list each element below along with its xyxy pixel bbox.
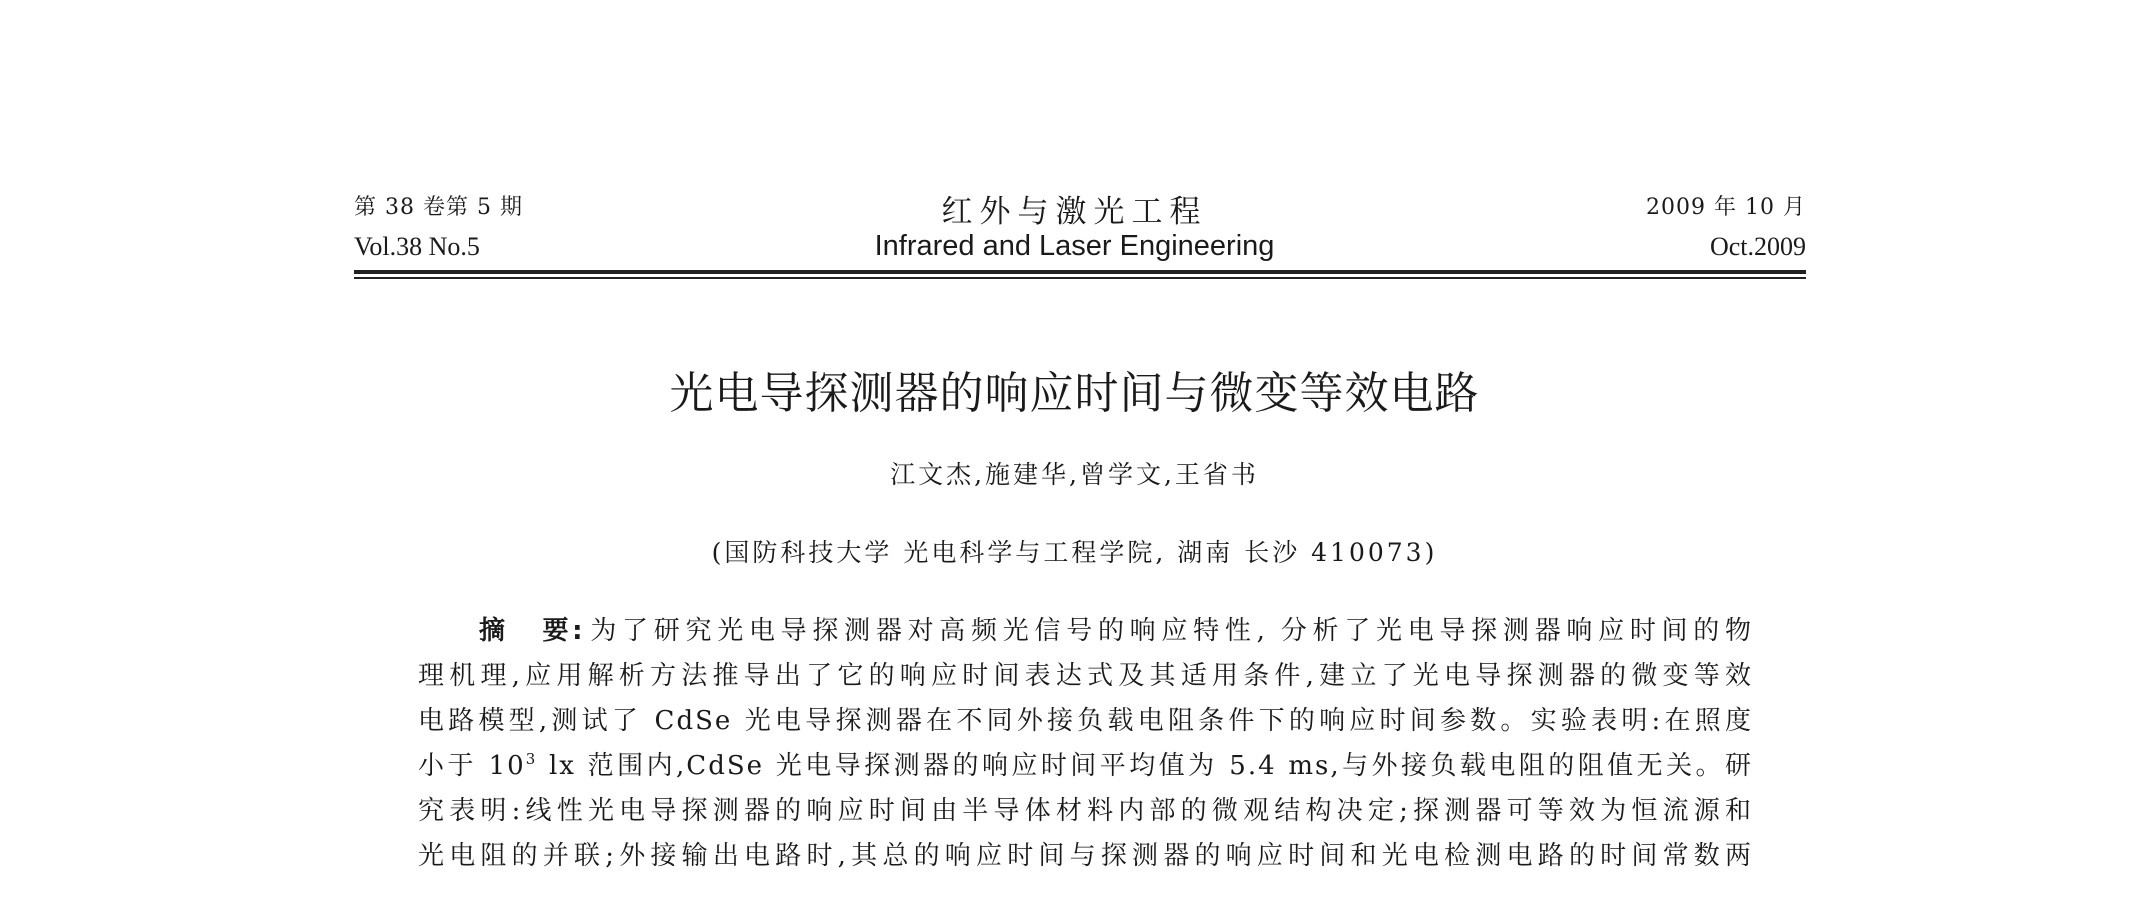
journal-name-zh: 红外与激光工程 [941,194,1208,230]
author-list: 江文杰,施建华,曾学文,王省书 [890,460,1259,489]
abstract-line: 电路模型,测试了 CdSe 光电导探测器在不同外接负载电阻条件下的响应时间参数。实验表明:在照度 [418,706,1753,736]
abstract-label: 摘 要: [479,616,583,646]
paper-title: 光电导探测器的响应时间与微变等效电路 [669,368,1480,419]
issue-date-zh: 2009 年 10 月 [1646,195,1806,220]
header-rule-thick [354,270,1806,274]
abstract-text: 为了研究光电导探测器对高频光信号的响应特性, 分析了光电导探测器响应时间的物 [586,616,1753,646]
issue-date-en: Oct.2009 [1709,232,1806,261]
journal-name-en: Infrared and Laser Engineering [874,230,1275,262]
header-rule-thin [354,277,1806,279]
affiliation: (国防科技大学 光电科学与工程学院, 湖南 长沙 410073) [711,538,1438,567]
abstract-line [418,609,1753,654]
abstract-line: 光电阻的并联;外接输出电路时,其总的响应时间与探测器的响应时间和光电检测电路的时间常数两 [418,841,1753,871]
abstract-line: 理机理,应用解析方法推导出了它的响应时间表达式及其适用条件,建立了光电导探测器的微变等效 [418,661,1753,691]
volume-issue-zh: 第 38 卷第 5 期 [354,195,523,220]
exponent: 3 [525,750,538,768]
abstract-line: 究表明:线性光电导探测器的响应时间由半导体材料内部的微观结构决定;探测器可等效为恒流源和 [418,796,1753,826]
volume-issue-en: Vol.38 No.5 [354,232,480,261]
abstract-line: 小于 $10^3$ lx 范围内,CdSe 光电导探测器的响应时间平均值为 5.4 ms,与外接负载电阻的阻值无关。研 [418,750,1753,781]
abstract [418,609,1753,879]
